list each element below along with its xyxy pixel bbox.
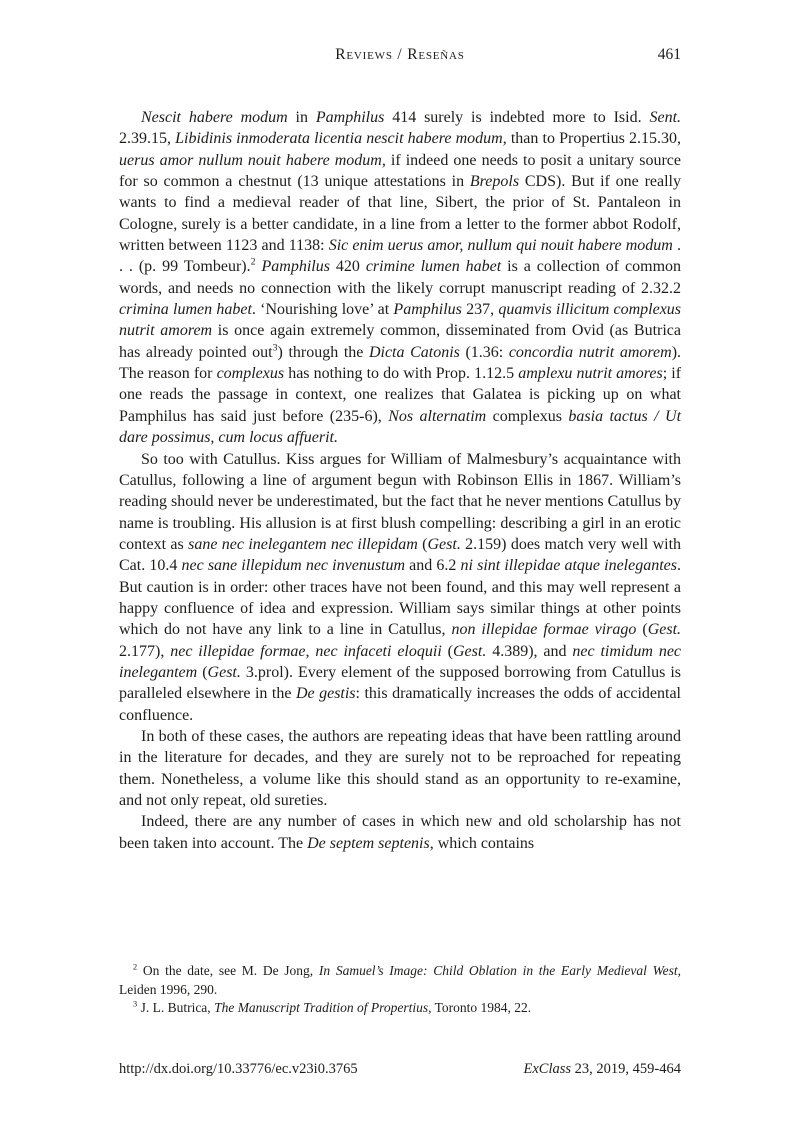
text-run: : this dramatically increases the odds of accidental confluence.	[119, 685, 682, 724]
italic-run: ni sint illepidae atque inelegantes	[460, 557, 678, 575]
text-run: ; if one reads the passage in context, one realizes that Galatea is picking up on what Pamphilus has said just before (235-6),	[119, 365, 682, 425]
text-run: is a collection of common words, and needs no connection with the likely corrupt manuscript reading of 2.32.2	[119, 258, 682, 297]
footnote-marker: 3	[272, 342, 278, 354]
text-run: , than to Propertius 2.15.30,	[502, 130, 682, 148]
italic-run: Sic enim uerus amor, nullum qui nouit habere modum	[328, 237, 673, 255]
italic-run: In Samuel’s Image: Child Oblation in the Early Medieval West	[318, 963, 678, 978]
text-run: 2.159) does match very well with Cat. 10.4	[119, 535, 682, 575]
italic-run: complexus	[216, 365, 285, 383]
footnote-2	[119, 962, 681, 999]
text-run: 420	[329, 258, 366, 276]
italic-run: Sent.	[649, 109, 682, 126]
journal-citation	[524, 1061, 682, 1078]
text-run: if indeed one needs to posit a unitary source for so common a chestnut (13 unique attestations in	[119, 151, 681, 191]
italic-run: Dicta Catonis	[368, 343, 460, 361]
text-run: CDS). But if one really wants to find a medieval reader of that line, Sibert, the prior of St. Pantaleon in Cologne, surely is a better candidate, in a line from a letter to the former abbot Rodolf, written between 1123 and 1138:	[119, 173, 681, 255]
text-run: . But caution is in order: other traces have not been found, and this may well represent a happy confluence of idea and expression. William says similar things at other points which do not have any link to a line in Catullus,	[119, 557, 682, 639]
page-number: 461	[657, 46, 681, 63]
text-run: (	[197, 663, 208, 681]
article-body	[119, 107, 681, 854]
text-run: . . . (p. 99 Tombeur).	[119, 237, 682, 276]
text-run: (1.36:	[459, 343, 509, 361]
text-run: 414 surely is indebted more to Isid.	[384, 109, 650, 126]
text-run: So too with Catullus. Kiss argues for William of Malmesbury’s acquaintance with Catullus, following a line of argument begun with Robinson Ellis in 1867. William’s reading should never be underestimated, but the fact that he never mentions Catullus by name is troubling. His allusion is at first blush compelling: describing a girl in an erotic context as	[119, 450, 681, 553]
italic-run: nec sane illepidum nec invenustum	[181, 557, 406, 575]
italic-run: uerus amor nullum nouit habere modum,	[119, 151, 386, 169]
italic-run: Libidinis inmoderata licentia nescit habere modum	[175, 130, 503, 148]
text-run: has nothing to do with Prop. 1.12.5	[284, 365, 519, 383]
text-run: and 6.2	[405, 557, 461, 575]
text-run: in	[287, 109, 316, 126]
text-run: 2.177),	[119, 642, 171, 660]
footnote-3	[119, 999, 681, 1018]
italic-run: sane nec inelegantem nec illepidam	[188, 535, 418, 553]
italic-run: Gest.	[207, 663, 241, 681]
italic-run: crimina lumen habet	[119, 301, 252, 319]
italic-run: Gest.	[647, 621, 682, 639]
text-run: is once again extremely common, disseminated from Ovid (as Butrica has already pointed out	[119, 322, 682, 361]
italic-run: quamvis illicitum complexus nutrit amorem	[119, 301, 682, 340]
italic-run: Pamphilus	[261, 258, 330, 276]
text-run: 23, 2019, 459-464	[571, 1061, 681, 1077]
paragraph-1	[119, 107, 681, 449]
footnotes-section	[119, 962, 681, 1018]
italic-run: Brepols	[469, 173, 520, 191]
italic-run: The Manuscript Tradition of Propertius	[214, 1000, 429, 1016]
footnote-marker: 2	[133, 962, 138, 972]
running-head: Reviews / Reseñas	[335, 46, 465, 63]
text-run: J. L. Butrica,	[137, 1000, 215, 1016]
italic-run: De gestis	[295, 685, 356, 703]
italic-run: amplexu nutrit amores	[518, 365, 663, 383]
text-run: , Leiden 1996, 290.	[119, 963, 681, 997]
footnote-marker: 2	[250, 257, 256, 269]
text-run: (	[636, 621, 648, 639]
text-run: 2.39.15,	[119, 130, 176, 148]
text-run: ) through the	[277, 343, 369, 361]
page-header	[119, 46, 681, 66]
italic-run: Gest.	[427, 535, 461, 553]
page-footer	[119, 1061, 681, 1078]
text-run: , Toronto 1984, 22.	[428, 1000, 532, 1016]
text-run: 237,	[461, 301, 499, 319]
italic-run: Gest.	[453, 642, 487, 660]
italic-run: concordia nutrit amorem	[508, 343, 672, 361]
italic-run: Nos alternatim	[388, 407, 487, 425]
text-run: complexus	[486, 407, 569, 425]
italic-run: ExClass	[523, 1061, 572, 1077]
footnote-marker: 3	[133, 999, 138, 1009]
italic-run: non illepidae formae virago	[451, 621, 637, 639]
text-run: ). The reason for	[119, 343, 682, 383]
text-run: . ‘Nourishing love’ at	[251, 301, 394, 319]
italic-run: crimine lumen habet	[365, 258, 502, 276]
text-run: 3.prol). Every element of the supposed borrowing from Catullus is paralleled elsewhere in the	[119, 663, 681, 703]
text-run: On the date, see M. De Jong,	[137, 963, 319, 978]
italic-run: nec timidum nec inelegantem	[119, 642, 682, 681]
italic-run: Pamphilus	[393, 301, 462, 319]
italic-run: nec illepidae formae, nec infaceti eloquii	[170, 642, 442, 660]
paragraph-3	[119, 726, 681, 811]
text-run: 4.389), and	[486, 642, 573, 660]
text-run: (	[417, 535, 428, 553]
italic-run: Nescit habere modum	[141, 109, 288, 126]
doi-link[interactable]: http://dx.doi.org/10.33776/ec.v23i0.3765	[119, 1061, 358, 1077]
italic-run: Pamphilus	[315, 109, 385, 126]
text-run: , which contains	[429, 834, 535, 852]
text-run: In both of these cases, the authors are repeating ideas that have been rattling around in the literature for decades, and they are surely not to be reproached for repeating them. Nonetheless, a volume like this should stand as an opportunity to re-examine, and not only repeat, old sureties.	[119, 727, 681, 809]
italic-run: basia tactus / Ut dare possimus, cum locus affuerit.	[119, 407, 682, 447]
text-run: (	[441, 642, 453, 660]
italic-run: De septem septenis	[307, 834, 430, 852]
paragraph-4	[119, 811, 681, 854]
paragraph-2	[119, 449, 681, 726]
text-run: Indeed, there are any number of cases in which new and old scholarship has not been taken into account. The	[119, 813, 681, 852]
